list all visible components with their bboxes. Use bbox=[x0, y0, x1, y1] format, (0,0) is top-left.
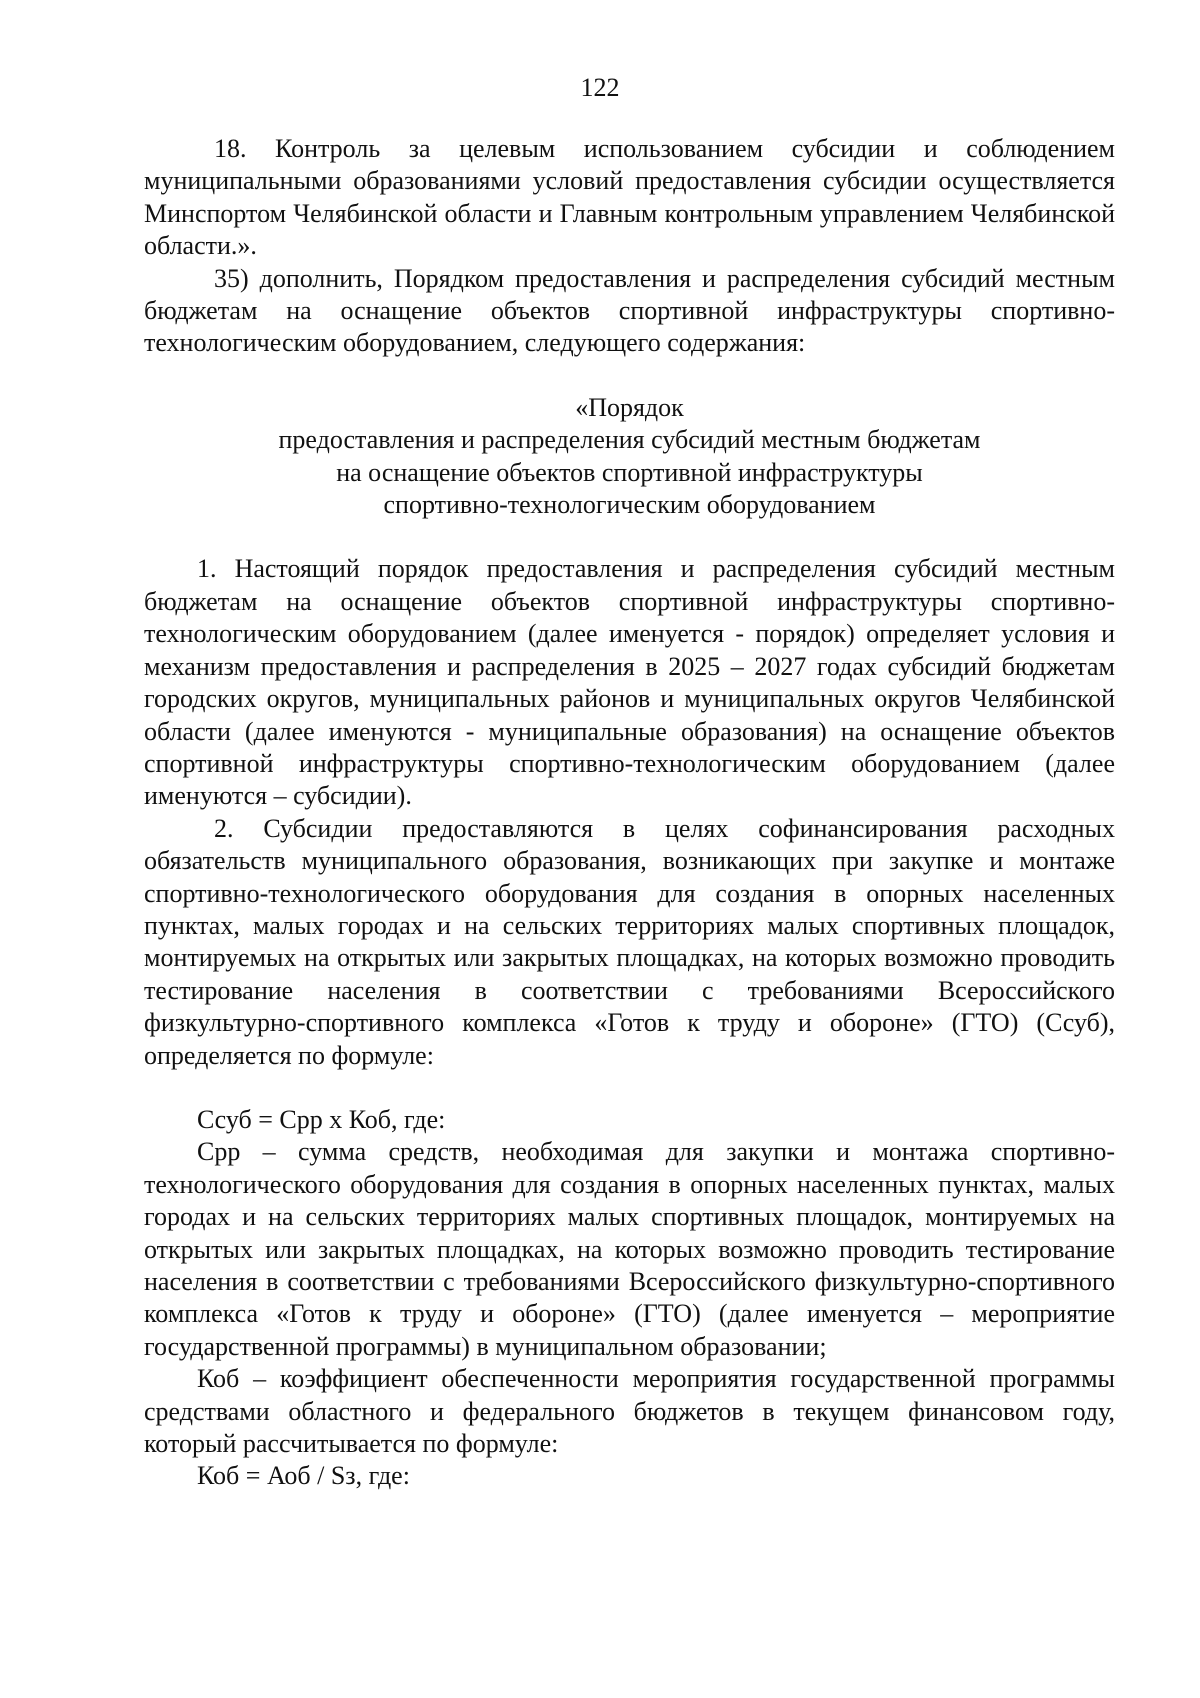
paragraph-1-scope: 1. Настоящий порядок предоставления и распределения субсидий местным бюджетам на оснащение объектов спортивной инфраструктуры спортивно-технологическим оборудованием (далее именуется - порядок) определяет условия и механизм предоставления и распределения в 2025 – 2027 годах субсидий бюджетам городских округов, муниципальных районов и муниципальных округов Челябинской области (далее именуются - муниципальные образования) на оснащение объектов спортивной инфраструктуры спортивно-технологическим оборудованием (далее именуются – субсидии). bbox=[144, 554, 1115, 811]
heading-line-1: «Порядок bbox=[575, 392, 684, 422]
spacer bbox=[144, 1072, 1115, 1104]
page-number: 122 bbox=[580, 73, 620, 102]
heading-line-3: на оснащение объектов спортивной инфраструктуры bbox=[336, 457, 923, 487]
heading-line-4: спортивно-технологическим оборудованием bbox=[383, 490, 876, 520]
paragraph-35-amendment: 35) дополнить, Порядком предоставления и распределения субсидий местным бюджетам на оснащение объектов спортивной инфраструктуры спортивно-технологическим оборудованием, следующего содержания: bbox=[144, 263, 1115, 358]
heading-line-2: предоставления и распределения субсидий местным бюджетам bbox=[278, 425, 981, 455]
paragraph-18-control: 18. Контроль за целевым использованием субсидии и соблюдением муниципальными образованиями условий предоставления субсидии осуществляется Минспортом Челябинской области и Главным контрольным управлением Челябинской области.». bbox=[144, 134, 1115, 261]
formula-subsidy: Ссуб = Срр х Коб, где: bbox=[197, 1104, 446, 1134]
formula-kob: Коб = Аоб / Sз, где: bbox=[197, 1461, 410, 1491]
spacer bbox=[144, 521, 1115, 553]
paragraph-2-purpose: 2. Субсидии предоставляются в целях софинансирования расходных обязательств муниципального образования, возникающих при закупке и монтаже спортивно-технологического оборудования для создания в опорных населенных пунктах, малых городах и на сельских территориях малых спортивных площадок, монтируемых на открытых или закрытых площадках, на которых возможно проводить тестирование населения в соответствии с требованиями Всероссийского физкультурно-спортивного комплекса «Готов к труду и обороне» (ГТО) (Ссуб), определяется по формуле: bbox=[144, 813, 1115, 1070]
document-body bbox=[144, 133, 1115, 1493]
section-heading bbox=[144, 392, 1115, 522]
definition-kob: Коб – коэффициент обеспеченности мероприятия государственной программы средствами областного и федерального бюджетов в текущем финансовом году, который рассчитывается по формуле: bbox=[144, 1364, 1115, 1459]
definition-srr: Срр – сумма средств, необходимая для закупки и монтажа спортивно-технологического оборудования для создания в опорных населенных пунктах, малых городах и на сельских территориях малых спортивных площадок, монтируемых на открытых или закрытых площадках, на которых возможно проводить тестирование населения в соответствии с требованиями Всероссийского физкультурно-спортивного комплекса «Готов к труду и обороне» (ГТО) (далее именуется – мероприятие государственной программы) в муниципальном образовании; bbox=[144, 1137, 1115, 1361]
